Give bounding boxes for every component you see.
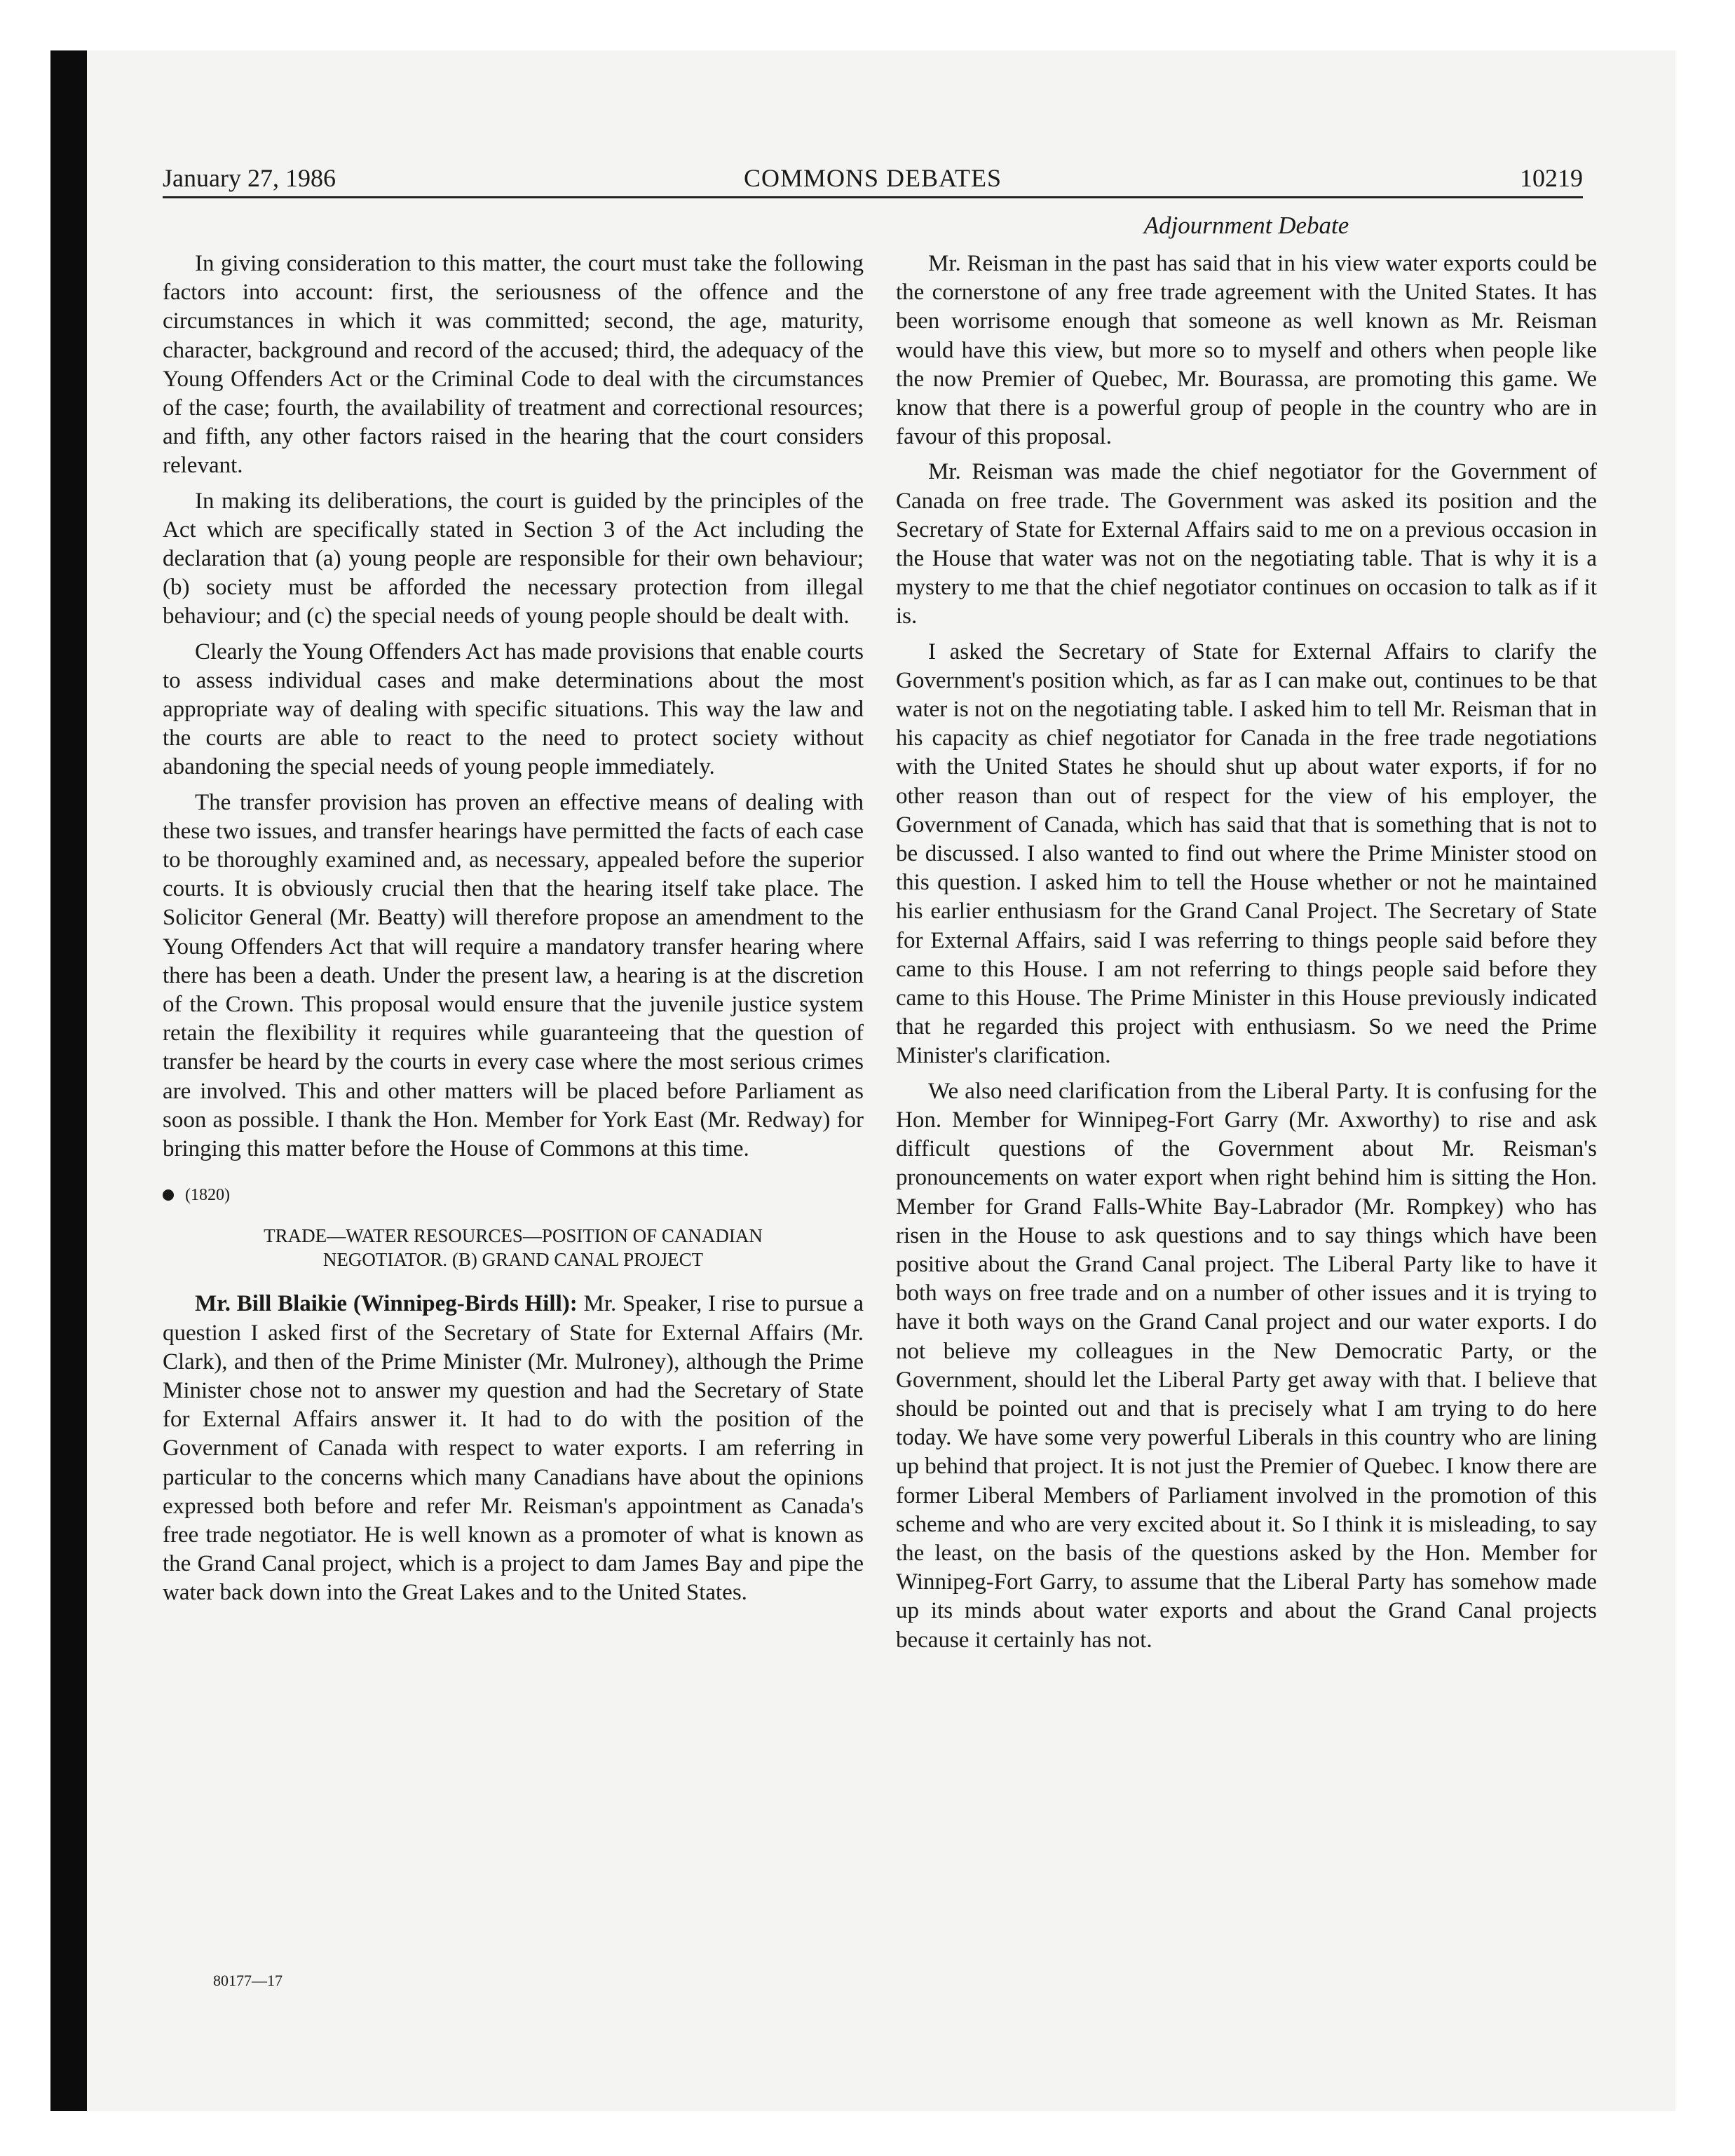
topic-heading-line: TRADE—WATER RESOURCES—POSITION OF CANADIAN xyxy=(264,1225,763,1247)
header-title: COMMONS DEBATES xyxy=(743,164,1002,192)
speech-text: Mr. Speaker, I rise to pursue a question I asked first of the Secretary of State for External Affairs (Mr. Clark), and then of the Prime Minister (Mr. Mulroney), although the Prime Minister chose not to answer my question and had the Secretary of State for External Affairs answer it. It had to do with the position of the Government of Canada with respect to water exports. I am referring in particular to the concerns which many Canadians have about the opinions expressed both before and refer Mr. Reisman's appointment as Canada's free trade negotiator. He is well known as a promoter of what is known as the Grand Canal project, which is a project to dam James Bay and pipe the water back down into the Great Lakes and to the United States. xyxy=(163,1291,864,1606)
paragraph: I asked the Secretary of State for External Affairs to clarify the Government's position which, as far as I can make out, continues to be that water is not on the negotiating table. I asked him to tell Mr. Reisman that in his capacity as chief negotiator for Canada in the free trade negotiations with the United States he should shut up about water exports, if for no other reason than out of respect for the view of his employer, the Government of Canada, which has said that that is something that is not to be discussed. I also wanted to find out where the Prime Minister stood on this question. I asked him to tell the House whether or not he maintained his earlier enthusiasm for the Grand Canal Project. The Secretary of State for External Affairs, said I was referring to things people said before they came to this House. I am not referring to things people said before they came to this House. The Prime Minister in this House previously indicated that he regarded this project with enthusiasm. So we need the Prime Minister's clarification. xyxy=(896,639,1597,1069)
paragraph: Clearly the Young Offenders Act has made provisions that enable courts to assess individual cases and make determinations about the most appropriate way of dealing with specific situations. This way the law and the courts are able to react to the need to protect society without abandoning the special needs of young people immediately. xyxy=(163,639,864,780)
right-column xyxy=(896,210,1597,1661)
speaker-name: Mr. Bill Blaikie (Winnipeg-Birds Hill): xyxy=(195,1291,578,1317)
left-column xyxy=(163,250,864,1614)
paragraph: Mr. Reisman was made the chief negotiator for the Government of Canada on free trade. The Government was asked its position and the Secretary of State for External Affairs said to me on a previous occasion in the House that water was not on the negotiating table. That is why it is a mystery to me that the chief negotiator continues on occasion to talk as if it is. xyxy=(896,459,1597,629)
paragraph: Mr. Reisman in the past has said that in his view water exports could be the cornerstone of any free trade agreement with the United States. It has been worrisome enough that someone as well known as Mr. Reisman would have this view, but more so to myself and others when people like the now Premier of Quebec, Mr. Bourassa, are promoting this game. We know that there is a powerful group of people in the country who are in favour of this proposal. xyxy=(896,251,1597,450)
header-date: January 27, 1986 xyxy=(163,164,336,192)
bullet-dot-icon xyxy=(163,1189,174,1201)
scan-edge-shadow xyxy=(50,50,87,2111)
speech-paragraph xyxy=(163,1290,864,1607)
paragraph: In giving consideration to this matter, the court must take the following factors into account: first, the seriousness of the offence and the circumstances in which it was committed; second, the age, maturity, character, background and record of the accused; third, the adequacy of the Young Offenders Act or the Criminal Code to deal with the circumstances of the case; fourth, the availability of treatment and correctional resources; and fifth, any other factors raised in the hearing that the court considers relevant. xyxy=(163,251,864,479)
running-head xyxy=(163,163,1583,198)
topic-heading xyxy=(184,1224,843,1271)
paragraph: We also need clarification from the Liberal Party. It is confusing for the Hon. Member for Winnipeg-Fort Garry (Mr. Axworthy) to rise and ask difficult questions of the Government about Mr. Reisman's pronouncements on water export when right behind him is sitting the Hon. Member for Grand Falls-White Bay-Labrador (Mr. Rompkey) who has risen in the House to ask questions and to say things which have been positive about the Grand Canal project. The Liberal Party like to have it both ways on free trade and on a number of other issues and it is trying to have it both ways on the Grand Canal project and our water exports. I do not believe my colleagues in the New Democratic Party, or the Government, should let the Liberal Party get away with that. I believe that should be pointed out and that is precisely what I am trying to do here today. We have some very powerful Liberals in this country who are lining up behind that project. It is not just the Premier of Quebec. I know there are former Liberal Members of Parliament involved in the promotion of this scheme and who are very excited about it. So I think it is misleading, to say the least, on the basis of the questions asked by the Hon. Member for Winnipeg-Fort Garry, to assume that the Liberal Party has somehow made up its minds about water exports and about the Grand Canal projects because it certainly has not. xyxy=(896,1078,1597,1653)
time-mark xyxy=(163,1185,864,1206)
time-mark-text: (1820) xyxy=(185,1186,230,1205)
section-heading: Adjournment Debate xyxy=(1143,212,1349,239)
topic-heading-line: NEGOTIATOR. (B) GRAND CANAL PROJECT xyxy=(322,1249,704,1271)
paragraph: The transfer provision has proven an effective means of dealing with these two issues, and transfer hearings have permitted the facts of each case to be thoroughly examined and, as necessary, appealed before the superior courts. It is obviously crucial then that the hearing itself take place. The Solicitor General (Mr. Beatty) will therefore propose an amendment to the Young Offenders Act that will require a mandatory transfer hearing where there has been a death. Under the present law, a hearing is at the discretion of the Crown. This proposal would ensure that the juvenile justice system retain the flexibility it requires while guaranteeing that the question of transfer be heard by the courts in every case where the most serious crimes are involved. This and other matters will be placed before Parliament as soon as possible. I thank the Hon. Member for York East (Mr. Redway) for bringing this matter before the House of Commons at this time. xyxy=(163,789,864,1162)
paragraph: In making its deliberations, the court is guided by the principles of the Act which are specifically stated in Section 3 of the Act including the declaration that (a) young people are responsible for their own behaviour; (b) society must be afforded the necessary protection from illegal behaviour; and (c) the special needs of young people should be dealt with. xyxy=(163,488,864,629)
footer-signature-mark: 80177—17 xyxy=(213,1972,283,1989)
header-page-number: 10219 xyxy=(1520,164,1583,192)
